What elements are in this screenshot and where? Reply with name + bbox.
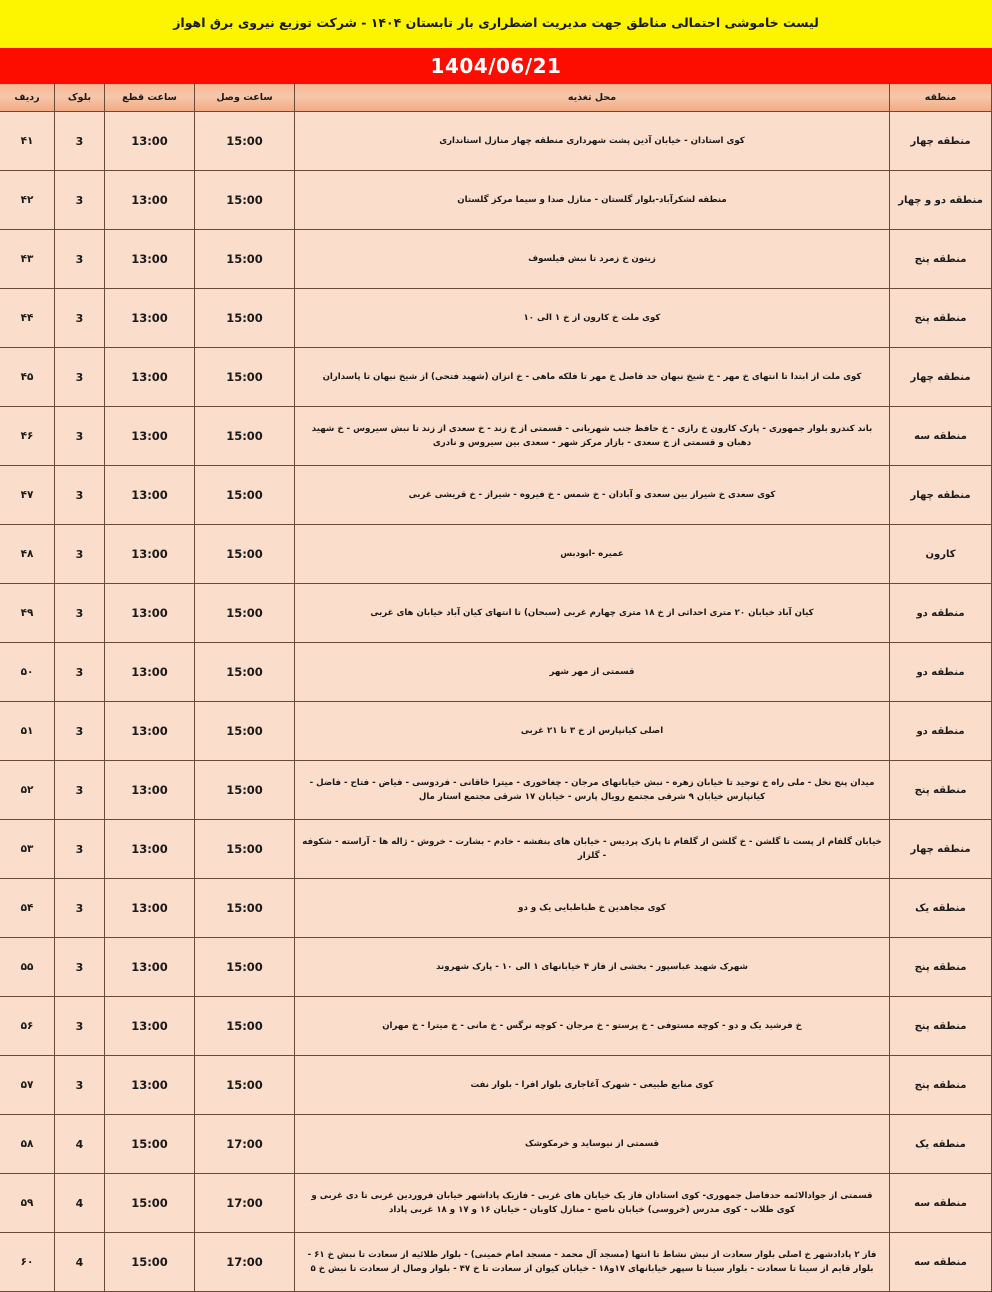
cell-radif: ۵۲ <box>0 761 55 820</box>
cell-radif: ۵۸ <box>0 1115 55 1174</box>
cell-radif: ۴۳ <box>0 230 55 289</box>
cell-blok: 3 <box>55 289 105 348</box>
cell-location: عمیره -ابودبس <box>295 525 890 584</box>
table-row <box>0 702 992 761</box>
table-row <box>0 348 992 407</box>
cell-location: کوی استادان - خیابان آذین پشت شهرداری منطقه چهار منازل استانداری <box>295 112 890 171</box>
cell-cut-time: 15:00 <box>105 1233 195 1292</box>
cell-cut-time: 13:00 <box>105 348 195 407</box>
cell-radif: ۵۱ <box>0 702 55 761</box>
table-row <box>0 761 992 820</box>
cell-blok: 3 <box>55 820 105 879</box>
cell-radif: ۵۰ <box>0 643 55 702</box>
table-row <box>0 1056 992 1115</box>
cell-zone: منطقه دو <box>890 584 992 643</box>
table-row <box>0 466 992 525</box>
cell-radif: ۶۰ <box>0 1233 55 1292</box>
cell-zone: منطقه پنج <box>890 1056 992 1115</box>
cell-zone: منطقه پنج <box>890 938 992 997</box>
table-body <box>0 112 992 1292</box>
cell-blok: 3 <box>55 525 105 584</box>
cell-blok: 3 <box>55 171 105 230</box>
cell-radif: ۵۹ <box>0 1174 55 1233</box>
cell-radif: ۴۷ <box>0 466 55 525</box>
cell-location: شهرک شهید عباسپور - بخشی از فاز ۴ خیابانهای ۱ الی ۱۰ - پارک شهروند <box>295 938 890 997</box>
cell-radif: ۴۵ <box>0 348 55 407</box>
cell-blok: 3 <box>55 112 105 171</box>
cell-cut-time: 13:00 <box>105 230 195 289</box>
cell-blok: 3 <box>55 643 105 702</box>
cell-zone: منطقه چهار <box>890 112 992 171</box>
cell-radif: ۴۲ <box>0 171 55 230</box>
table-row <box>0 112 992 171</box>
cell-zone: منطقه چهار <box>890 820 992 879</box>
cell-location: قسمتی از نیوساید و خرمکوشک <box>295 1115 890 1174</box>
cell-restore-time: 15:00 <box>195 938 295 997</box>
cell-restore-time: 15:00 <box>195 879 295 938</box>
cell-restore-time: 15:00 <box>195 466 295 525</box>
cell-cut-time: 13:00 <box>105 643 195 702</box>
cell-cut-time: 13:00 <box>105 525 195 584</box>
cell-location: کوی مجاهدین خ طباطبایی یک و دو <box>295 879 890 938</box>
outage-table <box>0 83 992 1292</box>
table-row <box>0 1174 992 1233</box>
cell-cut-time: 13:00 <box>105 584 195 643</box>
cell-location: فاز ۲ پادادشهر خ اصلی بلوار سعادت از نبش نشاط تا انتها (مسجد آل محمد - مسجد امام خمینی) - بلوار طلائیه از سعادت تا نبش خ ۶۱ - بلوار قایم از سینا تا سعادت - بلوار سینا تا سپهر خیابانهای ۱۷و۱۸ - خیابان کیوان از سعادت تا خ ۴۷ - بلوار وصال از سعادت تا نبش خ ۵ <box>295 1233 890 1292</box>
cell-location: قسمتی از جوادالائمه حدفاصل جمهوری- کوی استادان فاز یک خیابان های غربی - فازیک پاداشهر خیابان فروردین غربی تا دی غربی و کوی طلاب - کوی مدرس (خروسی) خیابان ناصح - منازل کاوبان - خیابان ۱۶ و ۱۷ و ۱۸ غربی پاداد <box>295 1174 890 1233</box>
cell-cut-time: 13:00 <box>105 879 195 938</box>
column-header-radif: ردیف <box>0 84 55 112</box>
cell-restore-time: 15:00 <box>195 702 295 761</box>
cell-location: اصلی کیانپارس از خ ۳ تا ۲۱ غربی <box>295 702 890 761</box>
cell-radif: ۵۴ <box>0 879 55 938</box>
cell-zone: منطقه چهار <box>890 348 992 407</box>
cell-location: قسمتی از مهر شهر <box>295 643 890 702</box>
cell-zone: منطقه سه <box>890 1233 992 1292</box>
cell-zone: منطقه پنج <box>890 997 992 1056</box>
table-row <box>0 289 992 348</box>
cell-restore-time: 17:00 <box>195 1115 295 1174</box>
schedule-date: 1404/06/21 <box>430 53 562 78</box>
cell-blok: 3 <box>55 230 105 289</box>
cell-location: کوی منابع طبیعی - شهرک آغاجاری بلوار افرا - بلوار نفت <box>295 1056 890 1115</box>
table-row <box>0 879 992 938</box>
table-row <box>0 171 992 230</box>
cell-zone: منطقه پنج <box>890 230 992 289</box>
column-header-cut-time: ساعت قطع <box>105 84 195 112</box>
cell-radif: ۴۸ <box>0 525 55 584</box>
cell-location: کیان آباد خیابان ۲۰ متری احداثی از خ ۱۸ متری چهارم غربی (سبحان) تا انتهای کیان آباد خیابان های غربی <box>295 584 890 643</box>
cell-radif: ۵۶ <box>0 997 55 1056</box>
cell-blok: 3 <box>55 407 105 466</box>
cell-radif: ۵۳ <box>0 820 55 879</box>
cell-restore-time: 15:00 <box>195 525 295 584</box>
cell-restore-time: 15:00 <box>195 171 295 230</box>
date-banner <box>0 48 992 83</box>
cell-blok: 3 <box>55 879 105 938</box>
table-row <box>0 407 992 466</box>
cell-cut-time: 13:00 <box>105 407 195 466</box>
cell-cut-time: 13:00 <box>105 761 195 820</box>
table-row <box>0 1233 992 1292</box>
cell-cut-time: 13:00 <box>105 1056 195 1115</box>
cell-restore-time: 15:00 <box>195 112 295 171</box>
cell-location: زیتون خ زمرد تا نبش فیلسوف <box>295 230 890 289</box>
cell-location: کوی ملت خ کارون از خ ۱ الی ۱۰ <box>295 289 890 348</box>
cell-blok: 3 <box>55 466 105 525</box>
cell-restore-time: 15:00 <box>195 348 295 407</box>
cell-blok: 3 <box>55 348 105 407</box>
page-title-banner <box>0 0 992 48</box>
cell-zone: منطقه سه <box>890 1174 992 1233</box>
cell-restore-time: 15:00 <box>195 407 295 466</box>
cell-location: باند کندرو بلوار جمهوری - پارک کارون خ رازی - خ حافظ جنب شهربانی - قسمتی از خ زند - خ سعدی از زند تا نبش سیروس - خ شهید دهبان و قسمتی از خ سعدی - بازار مرکز شهر - سعدی بین سیروس و نادری <box>295 407 890 466</box>
cell-restore-time: 15:00 <box>195 820 295 879</box>
table-row <box>0 820 992 879</box>
cell-location: خ فرشید یک و دو - کوچه مستوفی - خ پرستو - خ مرجان - کوچه نرگس - خ مانی - خ میترا - خ مهران <box>295 997 890 1056</box>
cell-zone: منطقه دو <box>890 643 992 702</box>
cell-cut-time: 15:00 <box>105 1174 195 1233</box>
cell-cut-time: 15:00 <box>105 1115 195 1174</box>
cell-restore-time: 15:00 <box>195 1056 295 1115</box>
cell-radif: ۵۷ <box>0 1056 55 1115</box>
cell-blok: 3 <box>55 938 105 997</box>
table-header-row <box>0 84 992 112</box>
cell-zone: کارون <box>890 525 992 584</box>
cell-location: منطقه لشکرآباد-بلوار گلستان - منازل صدا و سیما مرکز گلستان <box>295 171 890 230</box>
table-row <box>0 938 992 997</box>
cell-radif: ۴۱ <box>0 112 55 171</box>
cell-blok: 3 <box>55 761 105 820</box>
table-row <box>0 584 992 643</box>
cell-blok: 4 <box>55 1174 105 1233</box>
cell-location: میدان پنج نخل - ملی راه خ توحید تا خیابان زهره - نبش خیابانهای مرجان - چغاخوری - میترا خاقانی - فردوسی - فیاض - فتاح - فاضل - کیانپارس خیابان ۹ شرقی مجتمع رویال پارس - خیابان ۱۷ شرقی مجتمع استار مال <box>295 761 890 820</box>
cell-radif: ۵۵ <box>0 938 55 997</box>
cell-radif: ۴۴ <box>0 289 55 348</box>
cell-cut-time: 13:00 <box>105 112 195 171</box>
cell-zone: منطقه دو <box>890 702 992 761</box>
table-row <box>0 525 992 584</box>
cell-radif: ۴۹ <box>0 584 55 643</box>
cell-cut-time: 13:00 <box>105 997 195 1056</box>
table-header <box>0 84 992 112</box>
page-title: لیست خاموشی احتمالی مناطق جهت مدیریت اضطراری بار تابستان ۱۴۰۴ - شرکت توزیع نیروی برق اهواز <box>173 15 819 31</box>
cell-zone: منطقه یک <box>890 879 992 938</box>
table-row <box>0 643 992 702</box>
column-header-location: محل تغذیه <box>295 84 890 112</box>
cell-cut-time: 13:00 <box>105 171 195 230</box>
cell-cut-time: 13:00 <box>105 820 195 879</box>
cell-restore-time: 15:00 <box>195 643 295 702</box>
cell-blok: 4 <box>55 1233 105 1292</box>
cell-zone: منطقه چهار <box>890 466 992 525</box>
column-header-blok: بلوک <box>55 84 105 112</box>
cell-restore-time: 17:00 <box>195 1233 295 1292</box>
cell-location: کوی ملت از ابتدا تا انتهای خ مهر - خ شیخ نبهان حد فاصل خ مهر تا فلکه ماهی - خ انزان (شهید فتحی) از شیخ نبهان تا پاسداران <box>295 348 890 407</box>
cell-location: کوی سعدی خ شیراز بین سعدی و آبادان - خ شمس - خ فیروه - شیراز - خ قریشی غربی <box>295 466 890 525</box>
cell-restore-time: 17:00 <box>195 1174 295 1233</box>
cell-restore-time: 15:00 <box>195 230 295 289</box>
cell-cut-time: 13:00 <box>105 938 195 997</box>
cell-blok: 3 <box>55 997 105 1056</box>
cell-zone: منطقه پنج <box>890 289 992 348</box>
cell-location: خیابان گلفام از پست تا گلشن - خ گلشن از گلفام تا پارک پردیس - خیابان های بنفشه - خادم - بشارت - خروش - ژاله ها - آراسته - شکوفه - گلزار <box>295 820 890 879</box>
table-row <box>0 997 992 1056</box>
table-row <box>0 230 992 289</box>
cell-zone: منطقه یک <box>890 1115 992 1174</box>
cell-restore-time: 15:00 <box>195 997 295 1056</box>
cell-restore-time: 15:00 <box>195 761 295 820</box>
cell-restore-time: 15:00 <box>195 289 295 348</box>
cell-blok: 4 <box>55 1115 105 1174</box>
cell-blok: 3 <box>55 702 105 761</box>
cell-restore-time: 15:00 <box>195 584 295 643</box>
cell-cut-time: 13:00 <box>105 466 195 525</box>
cell-zone: منطقه دو و چهار <box>890 171 992 230</box>
cell-cut-time: 13:00 <box>105 702 195 761</box>
column-header-zone: منطقه <box>890 84 992 112</box>
table-row <box>0 1115 992 1174</box>
cell-cut-time: 13:00 <box>105 289 195 348</box>
cell-zone: منطقه سه <box>890 407 992 466</box>
cell-radif: ۴۶ <box>0 407 55 466</box>
cell-zone: منطقه پنج <box>890 761 992 820</box>
cell-blok: 3 <box>55 584 105 643</box>
cell-blok: 3 <box>55 1056 105 1115</box>
column-header-restore-time: ساعت وصل <box>195 84 295 112</box>
